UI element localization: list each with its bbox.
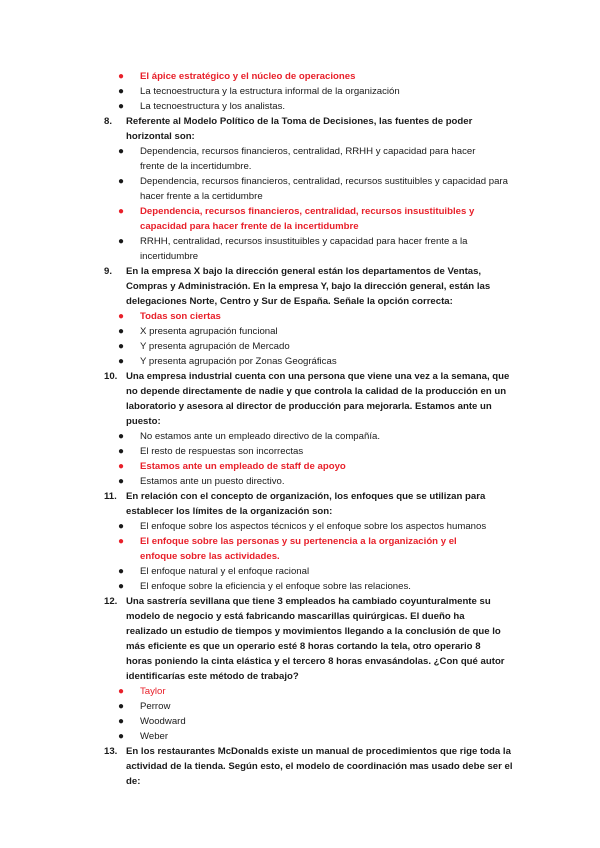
q8-option-4 <box>0 234 512 264</box>
bullet-icon: ● <box>118 476 125 487</box>
q10-option-3 <box>0 459 600 474</box>
option-text: Woodward <box>140 716 186 727</box>
bullet-icon: ● <box>118 521 125 532</box>
bullet-icon: ● <box>118 731 125 742</box>
document-content <box>0 69 600 789</box>
option-text: El enfoque sobre los aspectos técnicos y el enfoque sobre los aspectos humanos <box>140 521 487 532</box>
question-9 <box>0 264 516 309</box>
bullet-icon: ● <box>118 236 125 247</box>
option-text: Taylor <box>140 686 166 697</box>
q10-option-2 <box>0 444 600 459</box>
bullet-icon: ● <box>118 71 125 82</box>
option-text: X presenta agrupación funcional <box>140 326 278 337</box>
q10-option-4 <box>0 474 600 489</box>
question-number: 11. <box>104 491 117 502</box>
option-text: El resto de respuestas son incorrectas <box>140 446 304 457</box>
bullet-icon: ● <box>118 206 125 217</box>
question-number: 8. <box>104 116 113 127</box>
option-text: El enfoque sobre la eficiencia y el enfoque sobre las relaciones. <box>140 581 411 592</box>
question-12 <box>0 594 506 684</box>
option-text: Weber <box>140 731 169 742</box>
q8-option-3 <box>0 204 485 234</box>
option-text: Y presenta agrupación por Zonas Geográficas <box>140 356 337 367</box>
question-text: En la empresa X bajo la dirección general están los departamentos de Ventas, Compras y Administración. En la empresa Y, bajo la dirección general, están las delegaciones Norte, Centro y Sur de España. Señale la opción correcta: <box>126 266 491 307</box>
q7-option-1 <box>0 69 600 84</box>
bullet-icon: ● <box>118 431 125 442</box>
bullet-icon: ● <box>118 326 125 337</box>
q10-option-1 <box>0 429 600 444</box>
option-text: Y presenta agrupación de Mercado <box>140 341 290 352</box>
option-text: El ápice estratégico y el núcleo de operaciones <box>140 71 356 82</box>
option-text: Estamos ante un empleado de staff de apoyo <box>140 461 346 472</box>
bullet-icon: ● <box>118 581 125 592</box>
option-text: La tecnoestructura y la estructura informal de la organización <box>140 86 400 97</box>
question-13 <box>0 744 522 789</box>
q11-option-2 <box>0 534 490 564</box>
bullet-icon: ● <box>118 536 125 547</box>
option-text: El enfoque natural y el enfoque racional <box>140 566 310 577</box>
bullet-icon: ● <box>118 356 125 367</box>
question-number: 13. <box>104 746 118 757</box>
bullet-icon: ● <box>118 341 125 352</box>
q9-option-2 <box>0 324 600 339</box>
q9-option-3 <box>0 339 600 354</box>
q7-option-2 <box>0 84 600 99</box>
q8-option-1 <box>0 144 500 174</box>
bullet-icon: ● <box>118 311 125 322</box>
q11-option-3 <box>0 564 600 579</box>
question-11 <box>0 489 486 519</box>
bullet-icon: ● <box>118 716 125 727</box>
question-text: Una empresa industrial cuenta con una persona que viene una vez a la semana, que no depende directamente de nadie y que controla la calidad de la producción en un laboratorio y asesora al director de producción para mejorarla. Estamos ante un puesto: <box>126 371 510 427</box>
option-text: Todas son ciertas <box>140 311 221 322</box>
q7-option-3 <box>0 99 600 114</box>
bullet-icon: ● <box>118 686 125 697</box>
question-10 <box>0 369 518 429</box>
bullet-icon: ● <box>118 701 125 712</box>
option-text: Estamos ante un puesto directivo. <box>140 476 285 487</box>
question-text: Referente al Modelo Político de la Toma de Decisiones, las fuentes de poder horizontal son: <box>126 116 473 142</box>
q12-option-3 <box>0 714 600 729</box>
q11-option-1 <box>0 519 540 534</box>
bullet-icon: ● <box>118 101 125 112</box>
question-8 <box>0 114 518 144</box>
option-text: Perrow <box>140 701 171 712</box>
option-text: Dependencia, recursos financieros, centralidad, recursos insustituibles y capacidad para hacer frente de la incertidumbre <box>140 206 475 232</box>
question-text: Una sastrería sevillana que tiene 3 empleados ha cambiado coyunturalmente su modelo de negocio y está fabricando mascarillas quirúrgicas. El dueño ha realizado un estudio de tiempos y movimientos llegando a la conclusión de que lo más eficiente es que un operario esté 8 horas cortando la tela, otro operario 8 horas poniendo la cinta elástica y el tercero 8 horas envasándolas. ¿Con qué autor identificarías este método de trabajo? <box>126 596 505 682</box>
question-text: En los restaurantes McDonalds existe un manual de procedimientos que rige toda la actividad de la tienda. Según esto, el modelo de coordinación mas usado debe ser el de: <box>126 746 513 787</box>
option-text: RRHH, centralidad, recursos insustituibles y capacidad para hacer frente a la incertidumbre <box>140 236 468 262</box>
option-text: No estamos ante un empleado directivo de la compañía. <box>140 431 380 442</box>
bullet-icon: ● <box>118 461 125 472</box>
q12-option-2 <box>0 699 600 714</box>
q8-option-2 <box>0 174 510 204</box>
q12-option-1 <box>0 684 600 699</box>
question-number: 12. <box>104 596 118 607</box>
q9-option-4 <box>0 354 600 369</box>
option-text: El enfoque sobre las personas y su pertenencia a la organización y el enfoque sobre las actividades. <box>140 536 457 562</box>
question-number: 9. <box>104 266 113 277</box>
option-text: Dependencia, recursos financieros, centralidad, recursos sustituibles y capacidad para hacer frente a la certidumbre <box>140 176 508 202</box>
bullet-icon: ● <box>118 146 125 157</box>
q12-option-4 <box>0 729 600 744</box>
q9-option-1 <box>0 309 600 324</box>
q11-option-4 <box>0 579 540 594</box>
option-text: Dependencia, recursos financieros, centralidad, RRHH y capacidad para hacer frente de la incertidumbre. <box>140 146 476 172</box>
question-number: 10. <box>104 371 118 382</box>
option-text: La tecnoestructura y los analistas. <box>140 101 286 112</box>
bullet-icon: ● <box>118 86 125 97</box>
question-text: En relación con el concepto de organización, los enfoques que se utilizan para establecer los límites de la organización son: <box>126 491 486 517</box>
bullet-icon: ● <box>118 176 125 187</box>
bullet-icon: ● <box>118 446 125 457</box>
bullet-icon: ● <box>118 566 125 577</box>
